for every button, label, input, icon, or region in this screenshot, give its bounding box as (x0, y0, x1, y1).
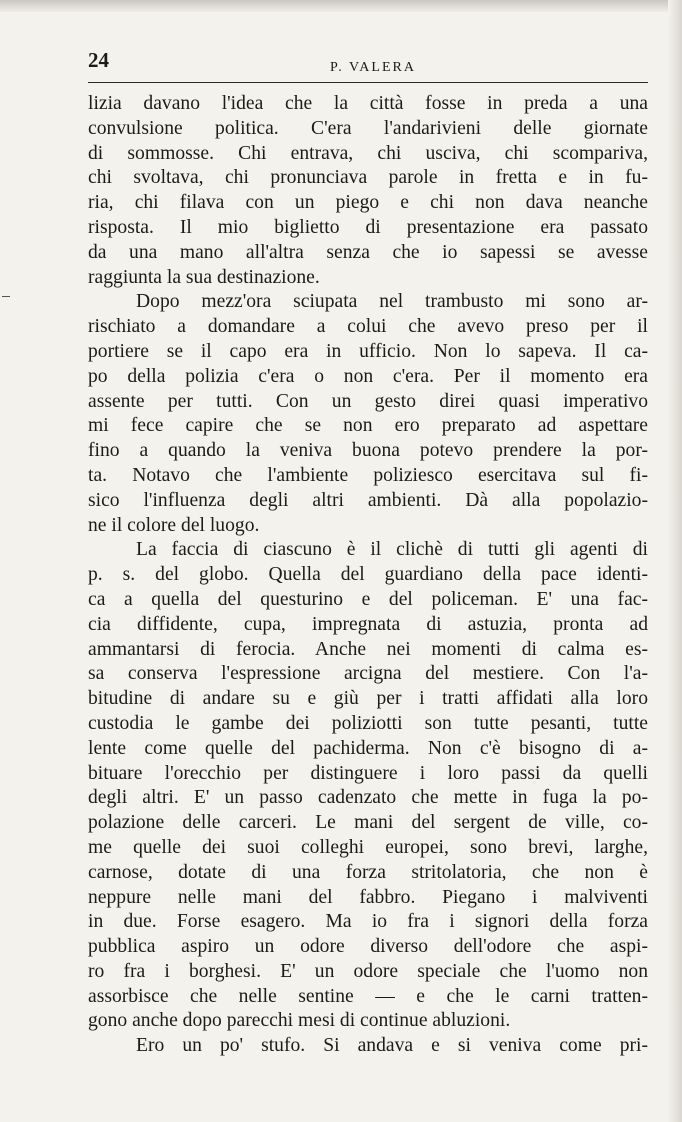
text-line: in due. Forse esagero. Ma io fra i signori della forza (88, 911, 648, 933)
text-line: me quelle dei suoi colleghi europei, sono brevi, larghe, (88, 836, 648, 858)
body-text (88, 92, 648, 1059)
text-line: portiere se il capo era in ufficio. Non lo sapeva. Il ca- (88, 340, 648, 362)
text-line: ta. Notavo che l'ambiente poliziesco esercitava sul fi- (88, 464, 648, 486)
text-line: Dopo mezz'ora sciupata nel trambusto mi sono ar- (136, 291, 648, 313)
text-line: La faccia di ciascuno è il clichè di tutti gli agenti di (136, 539, 648, 561)
text-line: risposta. Il mio biglietto di presentazione era passato (88, 216, 648, 238)
text-line: ria, chi filava con un piego e chi non dava neanche (88, 192, 648, 214)
page-header (88, 44, 648, 84)
text-line: custodia le gambe dei poliziotti son tutte pesanti, tutte (88, 712, 648, 734)
scan-edge-top (0, 0, 682, 12)
text-line: assorbisce che nelle sentine — e che le carni tratten- (88, 985, 648, 1007)
text-line: rischiato a domandare a colui che avevo preso per il (88, 316, 648, 338)
text-line: p. s. del globo. Quella del guardiano della pace identi- (88, 564, 648, 586)
text-line: convulsione politica. C'era l'andarivieni delle giornate (88, 117, 648, 139)
text-line: mi fece capire che se non ero preparato ad aspettare (88, 415, 648, 437)
text-line: bitudine di andare su e giù per i tratti affidati alla loro (88, 688, 648, 710)
text-line: ne il colore del luogo. (88, 514, 260, 536)
text-line: lizia davano l'idea che la città fosse in preda a una (88, 93, 648, 114)
margin-mark (2, 296, 10, 297)
text-line: pubblica aspiro un odore diverso dell'odore che aspi- (88, 936, 648, 958)
text-line: sico l'influenza degli altri ambienti. Dà alla popolazio- (88, 489, 648, 511)
text-line: polazione delle carceri. Le mani del sergent de ville, co- (88, 812, 648, 834)
text-line: carnose, dotate di una forza stritolatoria, che non è (88, 861, 648, 883)
text-line: assente per tutti. Con un gesto direi quasi imperativo (88, 390, 648, 412)
text-line: chi svoltava, chi pronunciava parole in fretta e in fu- (88, 167, 648, 189)
text-line: ammantarsi di ferocia. Anche nei momenti di calma es- (88, 638, 648, 660)
header-rule (88, 82, 648, 83)
text-line: da una mano all'altra senza che io sapessi se avesse (88, 241, 648, 263)
text-line: cia diffidente, cupa, impregnata di astuzia, pronta ad (88, 613, 648, 635)
page-number: 24 (88, 48, 109, 72)
text-line: raggiunta la sua destinazione. (88, 266, 320, 288)
text-line: ro fra i borghesi. E' un odore speciale che l'uomo non (88, 960, 648, 982)
text-line: neppure nelle mani del fabbro. Piegano i malviventi (88, 886, 648, 908)
text-line: lente come quelle del pachiderma. Non c'è bisogno di a- (88, 737, 648, 759)
text-line: fino a quando la veniva buona potevo prendere la por- (88, 440, 648, 462)
text-line: gono anche dopo parecchi mesi di continue abluzioni. (88, 1010, 511, 1032)
text-line: po della polizia c'era o non c'era. Per il momento era (88, 365, 648, 387)
text-line: Ero un po' stufo. Si andava e si veniva come pri- (136, 1035, 648, 1057)
text-line: di sommosse. Chi entrava, chi usciva, chi scompariva, (88, 142, 648, 164)
scan-edge-right (668, 0, 682, 1122)
text-line: bituare l'orecchio per distinguere i loro passi da quelli (88, 762, 648, 784)
running-head: P. VALERA (330, 60, 416, 75)
text-line: ca a quella del questurino e del policeman. E' una fac- (88, 588, 648, 610)
text-line: sa conserva l'espressione arcigna del mestiere. Con l'a- (88, 663, 648, 685)
text-line: degli altri. E' un passo cadenzato che mette in fuga la po- (88, 787, 648, 809)
